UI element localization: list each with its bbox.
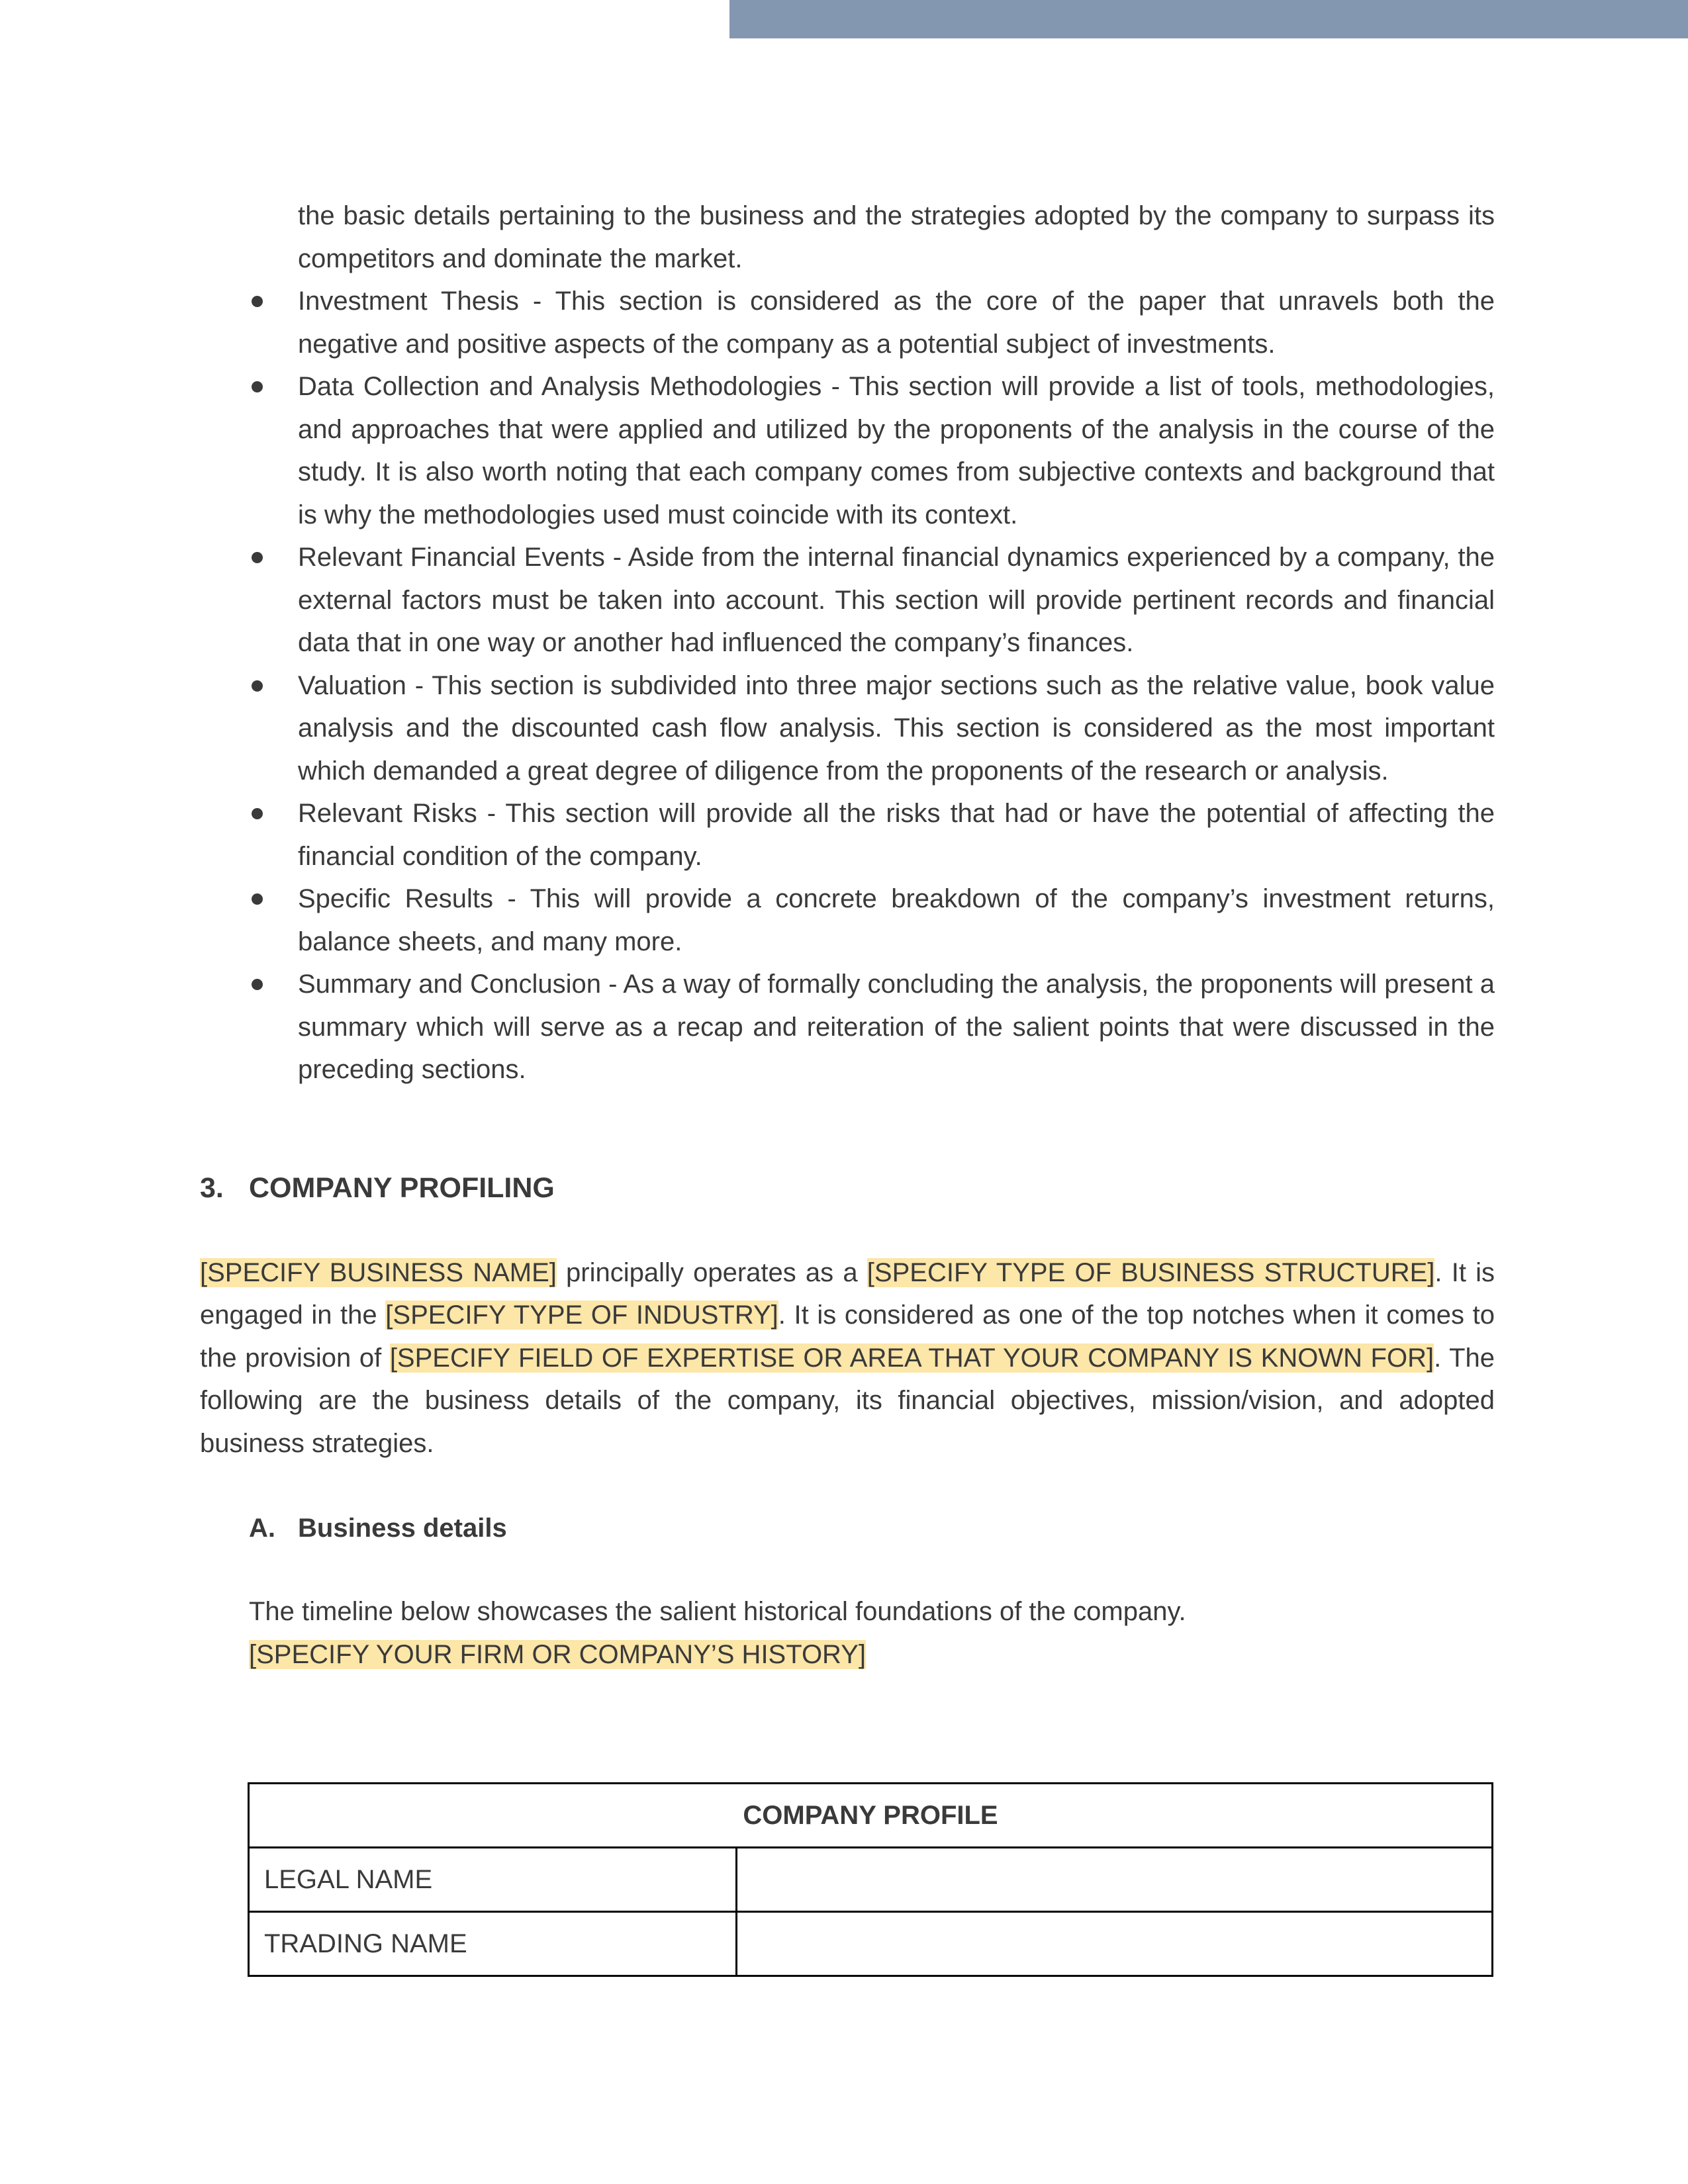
subsection-title: Business details — [298, 1514, 507, 1543]
continued-list-text: the basic details pertaining to the business and the strategies adopted by the company to surpass its competitors and dominate the market. — [298, 201, 1495, 273]
business-structure-placeholder: [SPECIFY TYPE OF BUSINESS STRUCTURE] — [867, 1257, 1435, 1287]
bullet-icon — [252, 808, 263, 819]
timeline-paragraph — [249, 1590, 1495, 1676]
bullet-icon — [252, 979, 263, 990]
intro-text-1: principally operates as a — [556, 1257, 867, 1287]
timeline-text: The timeline below showcases the salient historical foundations of the company. — [249, 1597, 1186, 1626]
company-intro-paragraph — [200, 1251, 1495, 1465]
table-row — [249, 1912, 1493, 1976]
list-item — [200, 280, 1495, 365]
table-row-value[interactable] — [737, 1912, 1493, 1976]
bullet-icon — [252, 381, 263, 392]
table-row-value[interactable] — [737, 1848, 1493, 1912]
list-item — [200, 878, 1495, 963]
list-item-text: Relevant Risks - This section will provide all the risks that had or have the potential of affecting the financial condition of the company. — [298, 799, 1495, 871]
list-item-text: Valuation - This section is subdivided into three major sections such as the relative value, book value analysis and the discounted cash flow analysis. This section is considered as the most important which demanded a great degree of diligence from the proponents of the research or analysis. — [298, 670, 1495, 786]
industry-placeholder: [SPECIFY TYPE OF INDUSTRY] — [385, 1300, 778, 1330]
list-item — [200, 536, 1495, 664]
history-placeholder: [SPECIFY YOUR FIRM OR COMPANY’S HISTORY] — [249, 1639, 867, 1669]
section-title: COMPANY PROFILING — [249, 1171, 555, 1204]
table-header: COMPANY PROFILE — [249, 1784, 1493, 1848]
list-item-text: Summary and Conclusion - As a way of formally concluding the analysis, the proponents will present a summary which will serve as a recap and reiteration of the salient points that were discussed in the preceding sections. — [298, 970, 1495, 1084]
intro-text-3: . It is considered as one of the top notches when it comes to the provision of — [200, 1300, 1495, 1373]
list-item — [200, 963, 1495, 1091]
list-item — [200, 365, 1495, 536]
company-profile-table — [248, 1782, 1493, 1977]
document-body — [200, 195, 1495, 1676]
table-row-label: LEGAL NAME — [249, 1848, 737, 1912]
table-row — [249, 1848, 1493, 1912]
section-number: 3. — [200, 1171, 224, 1204]
list-item-text: Data Collection and Analysis Methodologies - This section will provide a list of tools, methodologies, and approaches that were applied and utilized by the proponents of the analysis in the course of the study. It is also worth noting that each company comes from subjective contexts and background that is why the methodologies used must coincide with its context. — [298, 372, 1495, 529]
list-item — [200, 664, 1495, 793]
intro-text-2: . It is engaged in the — [200, 1257, 1495, 1330]
list-item — [200, 792, 1495, 878]
bullet-icon — [252, 296, 263, 307]
subsection-letter: A. — [249, 1514, 275, 1543]
section-heading — [200, 1167, 1495, 1209]
table-row-label: TRADING NAME — [249, 1912, 737, 1976]
list-item-text: Relevant Financial Events - Aside from the internal financial dynamics experienced by a company, the external factors must be taken into account. This section will provide pertinent records and financial data that in one way or another had influenced the company’s finances. — [298, 543, 1495, 657]
list-item-text: Investment Thesis - This section is considered as the core of the paper that unravels both the negative and positive aspects of the company as a potential subject of investments. — [298, 287, 1495, 359]
bullet-icon — [252, 552, 263, 563]
report-sections-list — [200, 280, 1495, 1091]
table-header-row — [249, 1784, 1493, 1848]
intro-text-4: . The following are the business details of the company, its financial objectives, mission/vision, and adopted business strategies. — [200, 1343, 1495, 1458]
header-accent-band — [729, 0, 1688, 38]
business-name-placeholder: [SPECIFY BUSINESS NAME] — [200, 1257, 557, 1287]
bullet-icon — [252, 893, 263, 905]
subsection-heading — [249, 1507, 1495, 1549]
list-item-text: Specific Results - This will provide a concrete breakdown of the company’s investment returns, balance sheets, and many more. — [298, 884, 1495, 956]
expertise-placeholder: [SPECIFY FIELD OF EXPERTISE OR AREA THAT YOUR COMPANY IS KNOWN FOR] — [389, 1343, 1434, 1373]
bullet-icon — [252, 680, 263, 692]
